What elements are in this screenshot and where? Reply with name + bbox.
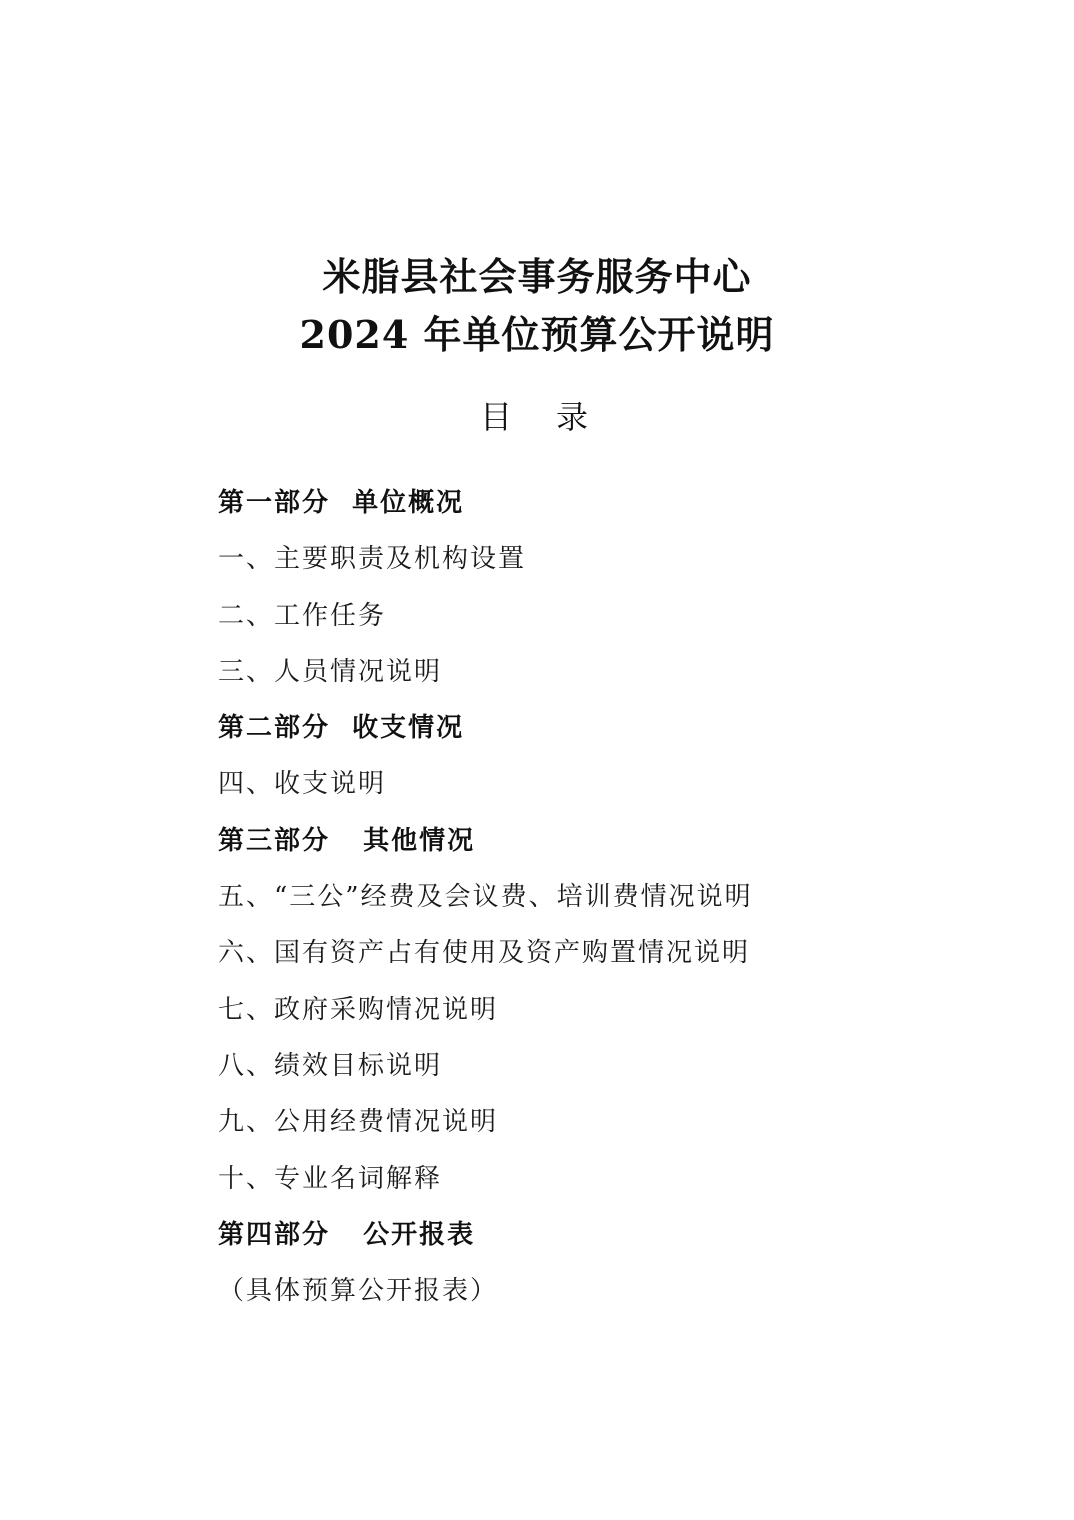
toc-entry-6: 六、国有资产占有使用及资产购置情况说明 bbox=[218, 938, 751, 969]
toc-entry-7: 七、政府采购情况说明 bbox=[218, 994, 499, 1025]
toc-part-1: 第一部分 单位概况 bbox=[218, 488, 465, 518]
toc-entry-9: 九、公用经费情况说明 bbox=[218, 1107, 499, 1138]
toc-entry-8: 八、绩效目标说明 bbox=[218, 1050, 443, 1081]
document-title bbox=[0, 248, 1074, 364]
toc-entry-10: 十、专业名词解释 bbox=[218, 1163, 443, 1194]
toc-entry-3: 三、人员情况说明 bbox=[218, 656, 443, 687]
title-line-organization: 米脂县社会事务服务中心 bbox=[322, 254, 752, 299]
toc-entry-1: 一、主要职责及机构设置 bbox=[218, 544, 527, 575]
toc-part-3: 第三部分 其他情况 bbox=[218, 825, 476, 856]
toc-entry-5: 五、“三公”经费及会议费、培训费情况说明 bbox=[218, 882, 753, 913]
toc-entry-4: 四、收支说明 bbox=[218, 769, 387, 800]
toc-entry-2: 二、工作任务 bbox=[218, 600, 387, 631]
title-line-subject: 2024 年单位预算公开说明 bbox=[299, 312, 775, 357]
toc-heading: 目 录 bbox=[479, 398, 594, 436]
table-of-contents bbox=[218, 478, 1038, 1322]
toc-part-4: 第四部分 公开报表 bbox=[218, 1219, 476, 1250]
toc-part-2: 第二部分 收支情况 bbox=[218, 713, 465, 744]
toc-entry-reports: （具体预算公开报表） bbox=[218, 1276, 499, 1307]
